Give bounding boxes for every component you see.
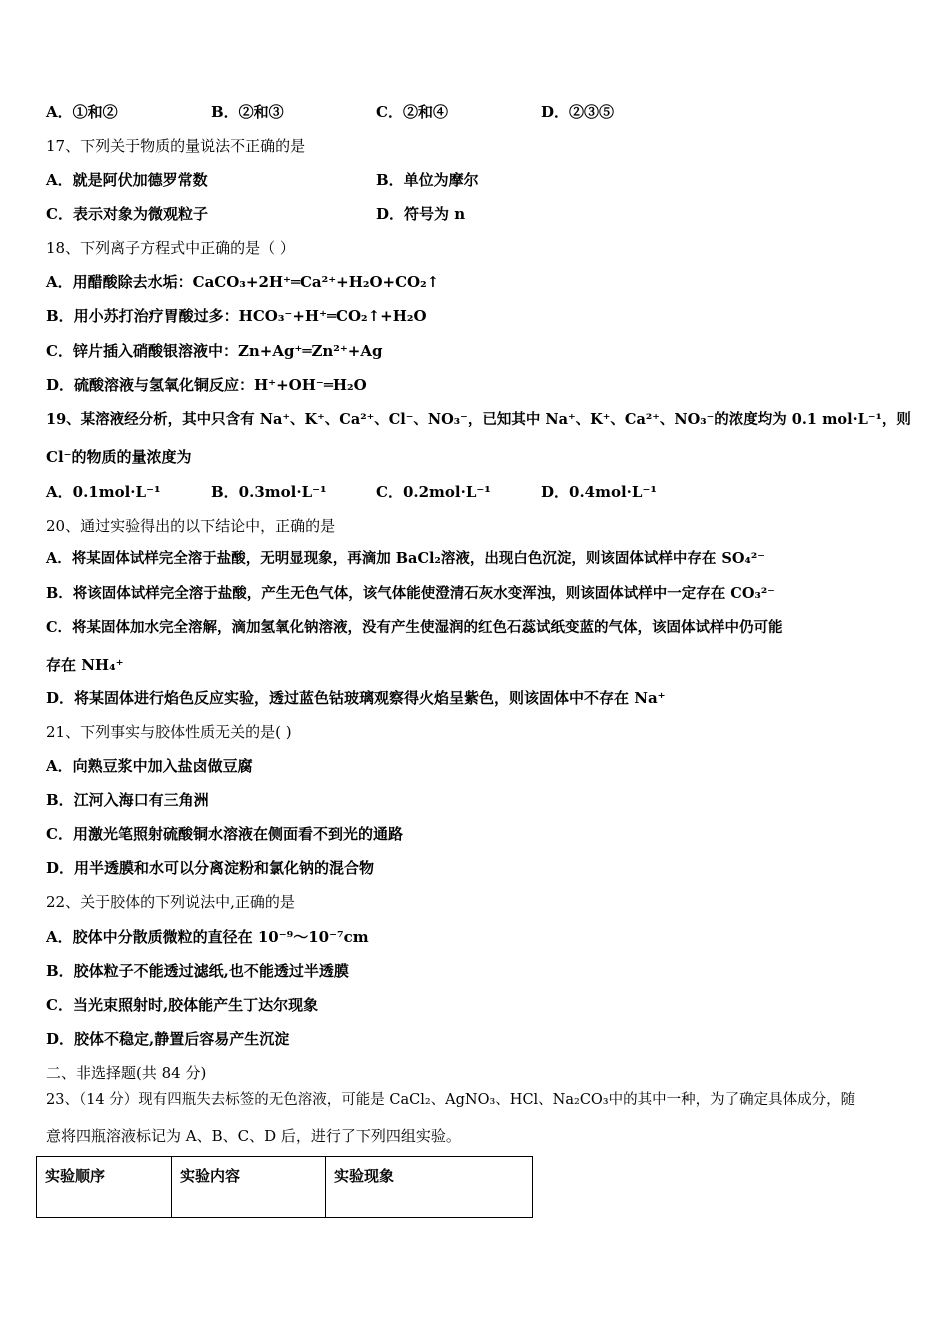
table-header-content: 实验内容 xyxy=(172,1157,326,1218)
q18-option-a[interactable]: A．用醋酸除去水垢：CaCO₃+2H⁺═Ca²⁺+H₂O+CO₂↑ xyxy=(46,273,440,291)
q17-stem: 17、下列关于物质的量说法不正确的是 xyxy=(46,137,306,155)
experiment-table xyxy=(36,1156,533,1218)
q16-option-d[interactable]: D．②③⑤ xyxy=(541,103,615,121)
q18-option-d[interactable]: D．硫酸溶液与氢氧化铜反应：H⁺+OH⁻═H₂O xyxy=(46,376,367,394)
q19-option-a[interactable]: A．0.1mol·L⁻¹ xyxy=(46,483,161,501)
q19-option-c[interactable]: C．0.2mol·L⁻¹ xyxy=(376,483,491,501)
q19-options xyxy=(46,482,910,502)
q19-stem-line2: Cl⁻的物质的量浓度为 xyxy=(46,448,192,466)
q22-stem: 22、关于胶体的下列说法中,正确的是 xyxy=(46,893,295,911)
q20-stem: 20、通过实验得出的以下结论中，正确的是 xyxy=(46,517,336,535)
q17-options-row2 xyxy=(46,204,910,224)
q22-option-c[interactable]: C．当光束照射时,胶体能产生丁达尔现象 xyxy=(46,996,319,1014)
q21-option-c[interactable]: C．用激光笔照射硫酸铜水溶液在侧面看不到光的通路 xyxy=(46,825,403,843)
q17-option-c[interactable]: C．表示对象为微观粒子 xyxy=(46,205,208,223)
q17-option-d[interactable]: D．符号为 n xyxy=(376,205,466,223)
q17-option-a[interactable]: A．就是阿伏加德罗常数 xyxy=(46,171,208,189)
q21-stem: 21、下列事实与胶体性质无关的是( ) xyxy=(46,723,292,741)
section-title: 二、非选择题(共 84 分) xyxy=(46,1064,207,1082)
q20-option-b[interactable]: B．将该固体试样完全溶于盐酸，产生无色气体，该气体能使澄清石灰水变浑浊，则该固体试样中一定存在 CO₃²⁻ xyxy=(46,585,775,602)
q21-option-d[interactable]: D．用半透膜和水可以分离淀粉和氯化钠的混合物 xyxy=(46,859,375,877)
q20-option-c-line2[interactable]: 存在 NH₄⁺ xyxy=(46,656,124,674)
q19-stem-line1: 19、某溶液经分析，其中只含有 Na⁺、K⁺、Ca²⁺、Cl⁻、NO₃⁻，已知其中 Na⁺、K⁺、Ca²⁺、NO₃⁻的浓度均为 0.1 mol·L⁻¹，则 xyxy=(46,411,911,428)
q16-option-c[interactable]: C．②和④ xyxy=(376,103,448,121)
q18-stem: 18、下列离子方程式中正确的是（ ） xyxy=(46,239,295,257)
q16-options xyxy=(46,102,910,122)
q20-option-a[interactable]: A．将某固体试样完全溶于盐酸，无明显现象，再滴加 BaCl₂溶液，出现白色沉淀，则该固体试样中存在 SO₄²⁻ xyxy=(46,550,765,567)
q23-stem-line1: 23、（14 分）现有四瓶失去标签的无色溶液，可能是 CaCl₂、AgNO₃、HCl、Na₂CO₃中的其中一种，为了确定具体成分，随 xyxy=(46,1092,856,1108)
q17-options-row1 xyxy=(46,170,910,190)
q16-option-a[interactable]: A．①和② xyxy=(46,103,118,121)
q17-option-b[interactable]: B．单位为摩尔 xyxy=(376,171,479,189)
table-header-order: 实验顺序 xyxy=(37,1157,172,1218)
q19-option-d[interactable]: D．0.4mol·L⁻¹ xyxy=(541,483,657,501)
q18-option-b[interactable]: B．用小苏打治疗胃酸过多：HCO₃⁻+H⁺═CO₂↑+H₂O xyxy=(46,307,427,325)
q22-option-d[interactable]: D．胶体不稳定,静置后容易产生沉淀 xyxy=(46,1030,290,1048)
q23-stem-line2: 意将四瓶溶液标记为 A、B、C、D 后，进行了下列四组实验。 xyxy=(46,1127,461,1145)
q20-option-c-line1[interactable]: C．将某固体加水完全溶解，滴加氢氧化钠溶液，没有产生使湿润的红色石蕊试纸变蓝的气体，该固体试样中仍可能 xyxy=(46,619,783,636)
q16-option-b[interactable]: B．②和③ xyxy=(211,103,284,121)
table-header-phenomenon: 实验现象 xyxy=(326,1157,533,1218)
q19-option-b[interactable]: B．0.3mol·L⁻¹ xyxy=(211,483,327,501)
q21-option-a[interactable]: A．向熟豆浆中加入盐卤做豆腐 xyxy=(46,757,253,775)
q22-option-b[interactable]: B．胶体粒子不能透过滤纸,也不能透过半透膜 xyxy=(46,962,349,980)
table-header-row xyxy=(37,1157,533,1218)
q18-option-c[interactable]: C．锌片插入硝酸银溶液中：Zn+Ag⁺═Zn²⁺+Ag xyxy=(46,342,383,360)
q20-option-d[interactable]: D．将某固体进行焰色反应实验，透过蓝色钴玻璃观察得火焰呈紫色，则该固体中不存在 Na⁺ xyxy=(46,689,666,707)
q21-option-b[interactable]: B．江河入海口有三角洲 xyxy=(46,791,209,809)
q22-option-a[interactable]: A．胶体中分散质微粒的直径在 10⁻⁹～10⁻⁷cm xyxy=(46,928,369,946)
